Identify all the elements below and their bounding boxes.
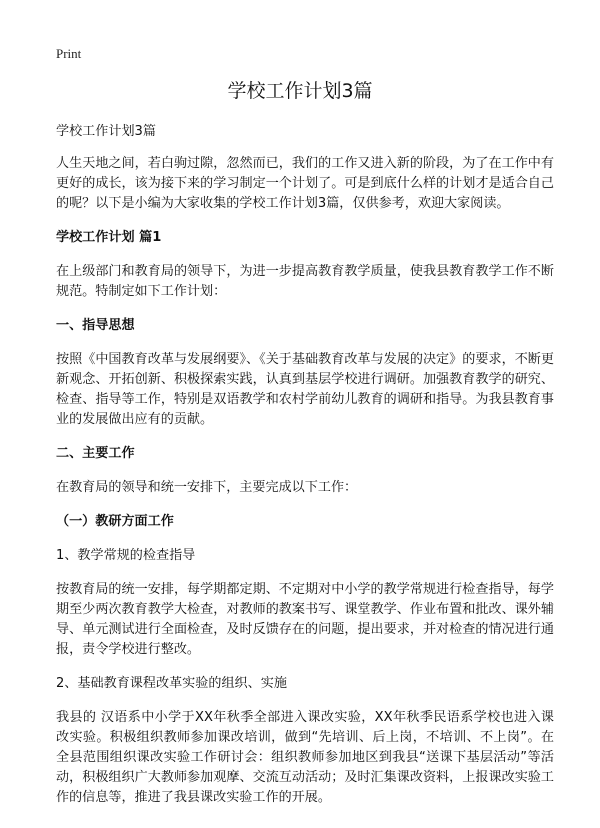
- section-heading-plan-1: 学校工作计划 篇1: [56, 230, 162, 245]
- item-1-paragraph: 按教育局的统一安排，每学期都定期、不定期对中小学的教学常规进行检查指导，每学期至少两次教育教学大检查，对教师的教案书写、课堂教学、作业布置和批改、课外辅导、单元测试进行全面检查，及时反馈存在的问题，提出要求，并对检查的情况进行通报，责令学校进行整改。: [56, 582, 554, 657]
- item-2-paragraph: 我县的 汉语系中小学于XX年秋季全部进入课改实验，XX年秋季民语系学校也进入课改实验。积极组织教师参加课改培训，做到“先培训、后上岗，不培训、不上岗”。在全县范围组织课改实验工作研讨会：组织教师参加地区到我县“送课下基层活动”等活动，积极组织广大教师参加观摩、交流互动活动；及时汇集课改资料，上报课改实验工作的信息等，推进了我县课改实验工作的开展。: [56, 710, 554, 805]
- page-title: 学校工作计划3篇: [227, 80, 373, 102]
- document-subtitle: 学校工作计划3篇: [56, 124, 156, 139]
- teaching-research-heading: （一）教研方面工作: [56, 514, 174, 529]
- item-1-title: 1、教学常规的检查指导: [56, 548, 196, 563]
- intro-paragraph: 人生天地之间，若白驹过隙，忽然而已，我们的工作又进入新的阶段，为了在工作中有更好的成长，该为接下来的学习制定一个计划了。可是到底什么样的计划才是适合自己的呢？以下是小编为大家收集的学校工作计划3篇，仅供参考，欢迎大家阅读。: [56, 156, 554, 211]
- guiding-ideology-heading: 一、指导思想: [56, 318, 135, 333]
- print-link[interactable]: Print: [56, 46, 82, 61]
- guiding-ideology-paragraph: 按照《中国教育改革与发展纲要》、《关于基础教育改革与发展的决定》的要求，不断更新观念、开拓创新、积极探索实践，认真到基层学校进行调研。加强教育教学的研究、检查、指导等工作，特别是双语教学和农村学前幼儿教育的调研和指导。为我县教育事业的发展做出应有的贡献。: [56, 352, 554, 427]
- plan-1-paragraph: 在上级部门和教育局的领导下，为进一步提高教育教学质量，使我县教育教学工作不断规范。特制定如下工作计划：: [56, 264, 554, 299]
- main-work-heading: 二、主要工作: [56, 446, 135, 461]
- item-2-title: 2、基础教育课程改革实验的组织、实施: [56, 676, 287, 691]
- document-body: [56, 122, 554, 822]
- main-work-paragraph: 在教育局的领导和统一安排下，主要完成以下工作：: [56, 480, 358, 495]
